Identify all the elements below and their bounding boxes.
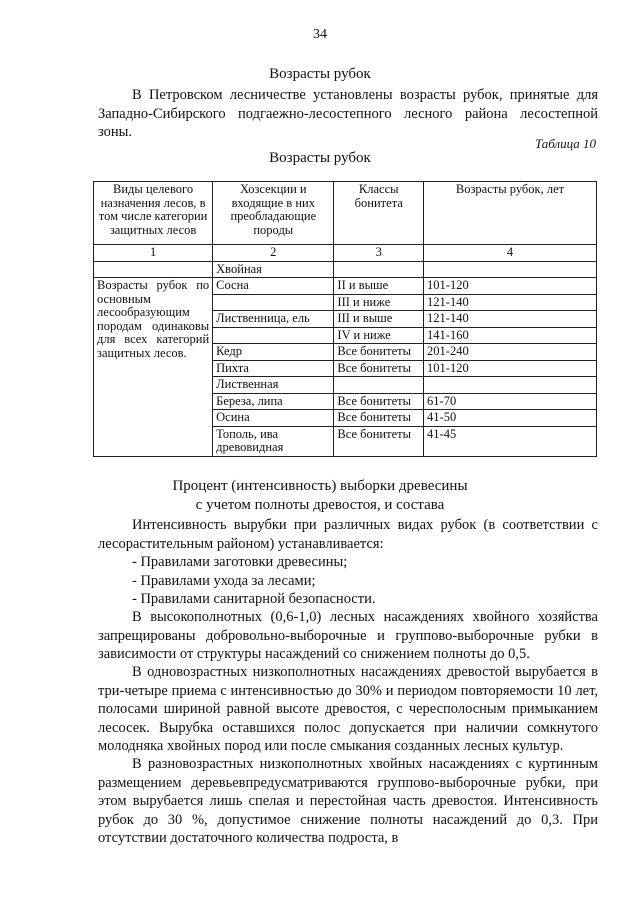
species-cell <box>213 294 334 311</box>
species-cell: Лиственница, ель <box>213 311 334 328</box>
species-cell: Лиственная <box>213 377 334 394</box>
page-number: 34 <box>313 27 327 42</box>
age-cell: 141-160 <box>424 327 597 344</box>
class-cell: Все бонитеты <box>334 426 424 456</box>
table-row <box>94 278 597 295</box>
table-row <box>94 261 597 278</box>
class-cell: III и ниже <box>334 294 424 311</box>
age-cell: 101-120 <box>424 360 597 377</box>
section-title-cutting-ages: Возрасты рубок <box>269 66 371 82</box>
header-purpose: Виды целевого назначения лесов, в том числе категории защитных лесов <box>94 182 213 245</box>
species-cell: Хвойная <box>213 261 334 278</box>
age-cell: 61-70 <box>424 393 597 410</box>
header-sections: Хозсекции и входящие в них преобладающие породы <box>213 182 334 245</box>
class-cell: Все бонитеты <box>334 360 424 377</box>
header-bonitet: Классы бонитета <box>334 182 424 245</box>
age-cell <box>424 261 597 278</box>
paragraph-uneven-aged: В разновозрастных низкополнотных хвойных насаждениях с куртинным размещением деревьевпредусматриваются группово-выборочные рубки, при этом вырубается лишь спелая и перестойная часть древостоя. Интенсивность рубок до 30 %, допустимое снижение полноты насаждений до 0,3. При отсутствии достаточного количества подроста, в <box>98 756 598 846</box>
table-title: Возрасты рубок <box>269 150 371 166</box>
species-cell: Осина <box>213 410 334 427</box>
species-cell: Пихта <box>213 360 334 377</box>
intro-paragraph: В Петровском лесничестве установлены возрасты рубок, принятые для Западно-Сибирского подгаежно-лесостепного лесного района лесостепной зоны. <box>98 87 598 140</box>
intensity-intro: Интенсивность вырубки при различных видах рубок (в соответствии с лесорастительным районом) устанавливается: <box>98 517 598 552</box>
age-cell: 41-50 <box>424 410 597 427</box>
age-cell: 41-45 <box>424 426 597 456</box>
column-number: 2 <box>213 245 334 262</box>
species-cell: Кедр <box>213 344 334 361</box>
table-label: Таблица 10 <box>534 136 596 151</box>
list-item: - Правилами заготовки древесины; <box>132 554 348 570</box>
class-cell: III и выше <box>334 311 424 328</box>
class-cell: Все бонитеты <box>334 393 424 410</box>
empty-cell <box>94 261 213 278</box>
rules-list <box>132 553 592 609</box>
column-number: 1 <box>94 245 213 262</box>
species-cell: Сосна <box>213 278 334 295</box>
class-cell <box>334 261 424 278</box>
age-cell: 201-240 <box>424 344 597 361</box>
table-header-row <box>94 182 597 245</box>
class-cell: II и выше <box>334 278 424 295</box>
cutting-ages-table <box>93 181 597 457</box>
age-cell: 101-120 <box>424 278 597 295</box>
column-number-row <box>94 245 597 262</box>
species-cell <box>213 327 334 344</box>
column-number: 3 <box>334 245 424 262</box>
section-title-intensity-line1: Процент (интенсивность) выборки древесины <box>172 478 468 494</box>
column-number: 4 <box>424 245 597 262</box>
class-cell: IV и ниже <box>334 327 424 344</box>
age-cell <box>424 377 597 394</box>
class-cell: Все бонитеты <box>334 344 424 361</box>
class-cell <box>334 377 424 394</box>
age-cell: 121-140 <box>424 294 597 311</box>
section-title-intensity-line2: с учетом полноты древостоя, и состава <box>195 497 445 513</box>
species-cell: Береза, липа <box>213 393 334 410</box>
species-cell: Тополь, ива древовидная <box>213 426 334 456</box>
header-ages: Возрасты рубок, лет <box>424 182 597 245</box>
list-item: - Правилами санитарной безопасности. <box>132 591 376 607</box>
age-cell: 121-140 <box>424 311 597 328</box>
purpose-description-cell: Возрасты рубок по основным лесообразующим породам одинаковы для всех категорий защитных лесов. <box>94 278 213 457</box>
paragraph-high-density: В высокополнотных (0,6-1,0) лесных насаждениях хвойного хозяйства запрещированы добровольно-выборочные и группово-выборочные рубки в зависимости от структуры насаждений со снижением полноты до 0,5. <box>98 609 598 662</box>
list-item: - Правилами ухода за лесами; <box>132 572 316 589</box>
paragraph-even-aged: В одновозрастных низкополнотных насаждениях древостой вырубается в три-четыре приема с интенсивностью до 30% и периодом повторяемости 10 лет, полосами шириной равной высоте древостоя, с чересполосным примыканием лесосек. Вырубка оставшихся полос допускается при наличии сомкнутого молодняка хвойных пород или после смыкания созданных лесных культур. <box>98 664 598 754</box>
class-cell: Все бонитеты <box>334 410 424 427</box>
